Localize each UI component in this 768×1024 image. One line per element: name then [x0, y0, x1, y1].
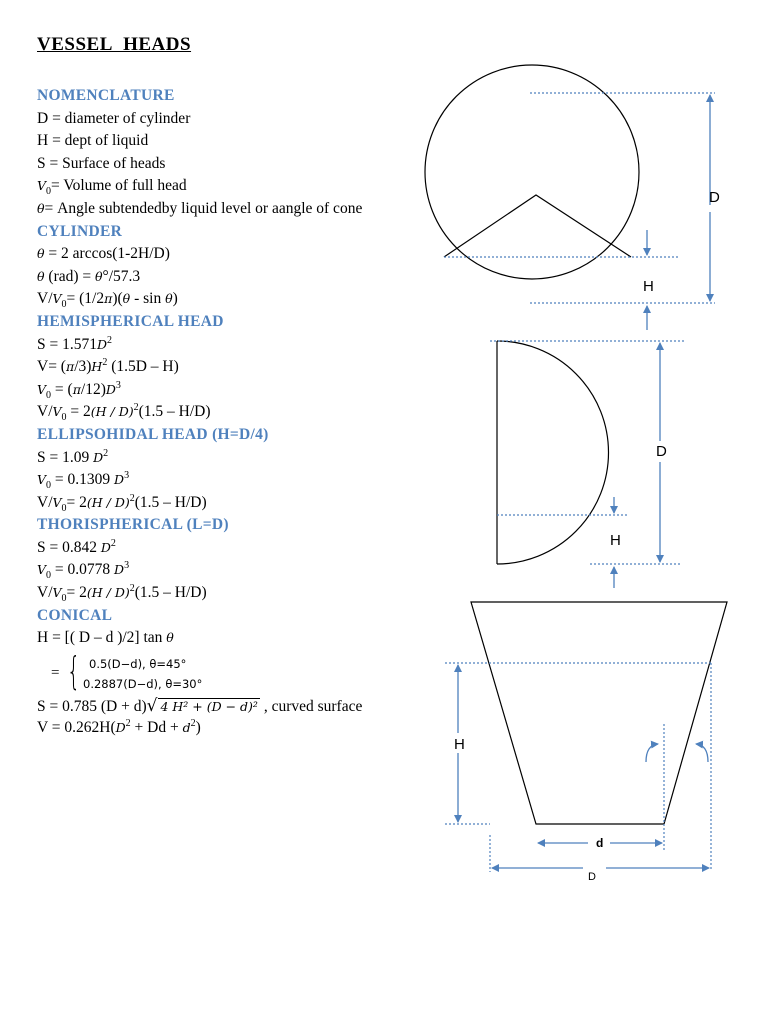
- cone-angle-arrow-right: [696, 744, 708, 762]
- page-title: VESSEL HEADS: [37, 34, 192, 55]
- cylinder-heading: CYLINDER: [37, 222, 123, 240]
- cylinder-diagram: [425, 65, 720, 330]
- case-theta-45: 0.5(D−d), θ=45°: [89, 656, 187, 671]
- cone-outline: [471, 602, 727, 824]
- nomenclature-v0: $V_0=$ Volume of full head: [37, 177, 187, 198]
- hemisphere-d-label: D: [656, 443, 667, 460]
- cone-angle-arrow-left: [646, 744, 658, 762]
- ellipsoidal-eq-surface: S = 1.09 $D^2$: [37, 447, 109, 466]
- cylinder-eq-rad: θ (rad) = θ°/57.3: [37, 267, 141, 285]
- hemisphere-diagram: [490, 341, 685, 588]
- cylinder-eq-volume: $V/V_0= (1/2\pi)(\theta - \sin \theta)$: [37, 290, 178, 311]
- conical-eq-volume: $V = 0.262H(D^2 + Dd + d^2)$: [37, 718, 201, 737]
- nomenclature-heading: NOMENCLATURE: [37, 87, 175, 104]
- cylinder-h-label: H: [643, 278, 654, 295]
- nomenclature-d: D = diameter of cylinder: [37, 109, 191, 127]
- nomenclature-h: H = dept of liquid: [37, 132, 149, 150]
- conical-eq-height: H = [( D – d )/2] tan θ: [37, 629, 174, 647]
- hemispherical-eq-v0: $V_0 = (\pi/12)D^3$: [37, 379, 121, 401]
- cylinder-eq-theta: θ = 2 arccos(1-2H/D): [37, 245, 170, 263]
- cone-h-label: H: [454, 736, 465, 753]
- ellipsoidal-eq-ratio: $V/V_0= 2(H / D)^2(1.5 - H/D)$: [37, 492, 207, 514]
- hemispherical-eq-ratio: $V/V_0 = 2(H / D)^2(1.5 - H/D)$: [37, 402, 211, 424]
- nomenclature-theta: θ= Angle subtendedby liquid level or aangle of cone: [37, 199, 363, 217]
- ellipsoidal-heading: ELLIPSOHIDAL HEAD (H=D/4): [37, 425, 269, 443]
- conical-heading: CONICAL: [37, 606, 113, 624]
- cylinder-d-label: D: [709, 189, 720, 206]
- cone-small-d-label: d: [596, 836, 604, 850]
- hemispherical-eq-volume: $V= (\pi/3)H^2$ (1.5D – H): [37, 356, 179, 376]
- torispherical-eq-surface: S = 0.842 $D^2$: [37, 537, 116, 556]
- cases-brace: {: [67, 648, 81, 693]
- hemispherical-eq-surface: $S = 1.571D^2$: [37, 334, 113, 353]
- conical-eq-surface: S = 0.785 (D + d)√ 4 H² + (D − d)² , curved surface: [37, 695, 363, 716]
- cases-equals: =: [51, 664, 60, 681]
- ellipsoidal-eq-v0: $V_0 = 0.1309$ $D^3$: [37, 469, 130, 492]
- cone-big-d-label: D: [588, 871, 596, 883]
- hemispherical-heading: HEMISPHERICAL HEAD: [37, 312, 224, 330]
- torispherical-eq-v0: $V_0 = 0.0778$ $D^3$: [37, 560, 130, 582]
- cone-diagram: [445, 602, 727, 883]
- hemisphere-arc: [497, 341, 609, 564]
- hemisphere-h-label: H: [610, 532, 621, 549]
- case-theta-30: 0.2887(D−d), θ=30°: [83, 676, 203, 691]
- cylinder-circle: [425, 65, 639, 279]
- cylinder-angle-lines: [444, 195, 631, 257]
- torispherical-eq-ratio: $V/V_0= 2(H / D)^2(1.5 - H/D)$: [37, 582, 207, 605]
- nomenclature-s: S = Surface of heads: [37, 154, 166, 172]
- torispherical-heading: THORISPHERICAL (L=D): [37, 516, 229, 534]
